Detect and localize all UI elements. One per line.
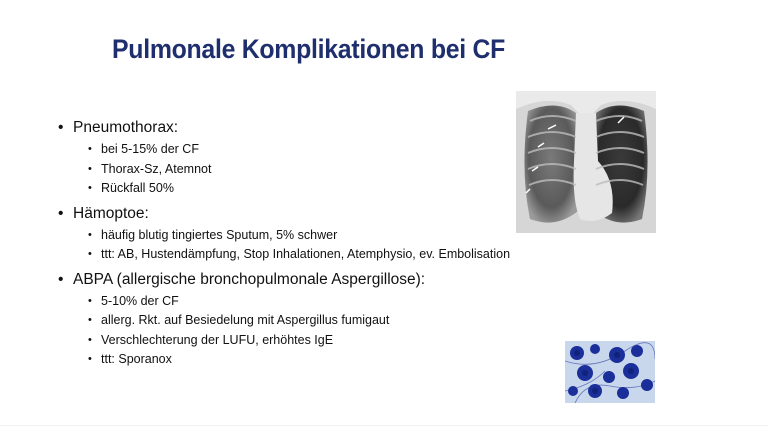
sub-bullet: • ttt: AB, Hustendämpfung, Stop Inhalationen, Atemphysio, ev. Embolisation xyxy=(58,245,578,265)
bullet-abpa: • ABPA (allergische bronchopulmonale Aspergillose): xyxy=(58,270,578,290)
bullet-haemoptoe: • Hämoptoe: xyxy=(58,204,578,224)
sub-bullet: • Rückfall 50% xyxy=(58,179,578,199)
sub-bullet: • 5-10% der CF xyxy=(58,292,578,312)
bullet-pneumothorax: • Pneumothorax: xyxy=(58,118,578,138)
slide-title: Pulmonale Komplikationen bei CF xyxy=(112,34,506,64)
sub-bullet: • allerg. Rkt. auf Besiedelung mit Aspergillus fumigaut xyxy=(58,311,578,331)
sub-bullet: • ttt: Sporanox xyxy=(58,350,578,370)
aspergillus-microscopy-image xyxy=(565,341,655,403)
chest-xray-image xyxy=(516,91,656,233)
divider xyxy=(0,425,768,426)
sub-bullet: • häufig blutig tingiertes Sputum, 5% schwer xyxy=(58,226,578,246)
sub-bullet: • Thorax-Sz, Atemnot xyxy=(58,160,578,180)
sub-bullet: • Verschlechterung der LUFU, erhöhtes IgE xyxy=(58,331,578,351)
sub-bullet: • bei 5-15% der CF xyxy=(58,140,578,160)
bullet-list xyxy=(58,118,578,370)
